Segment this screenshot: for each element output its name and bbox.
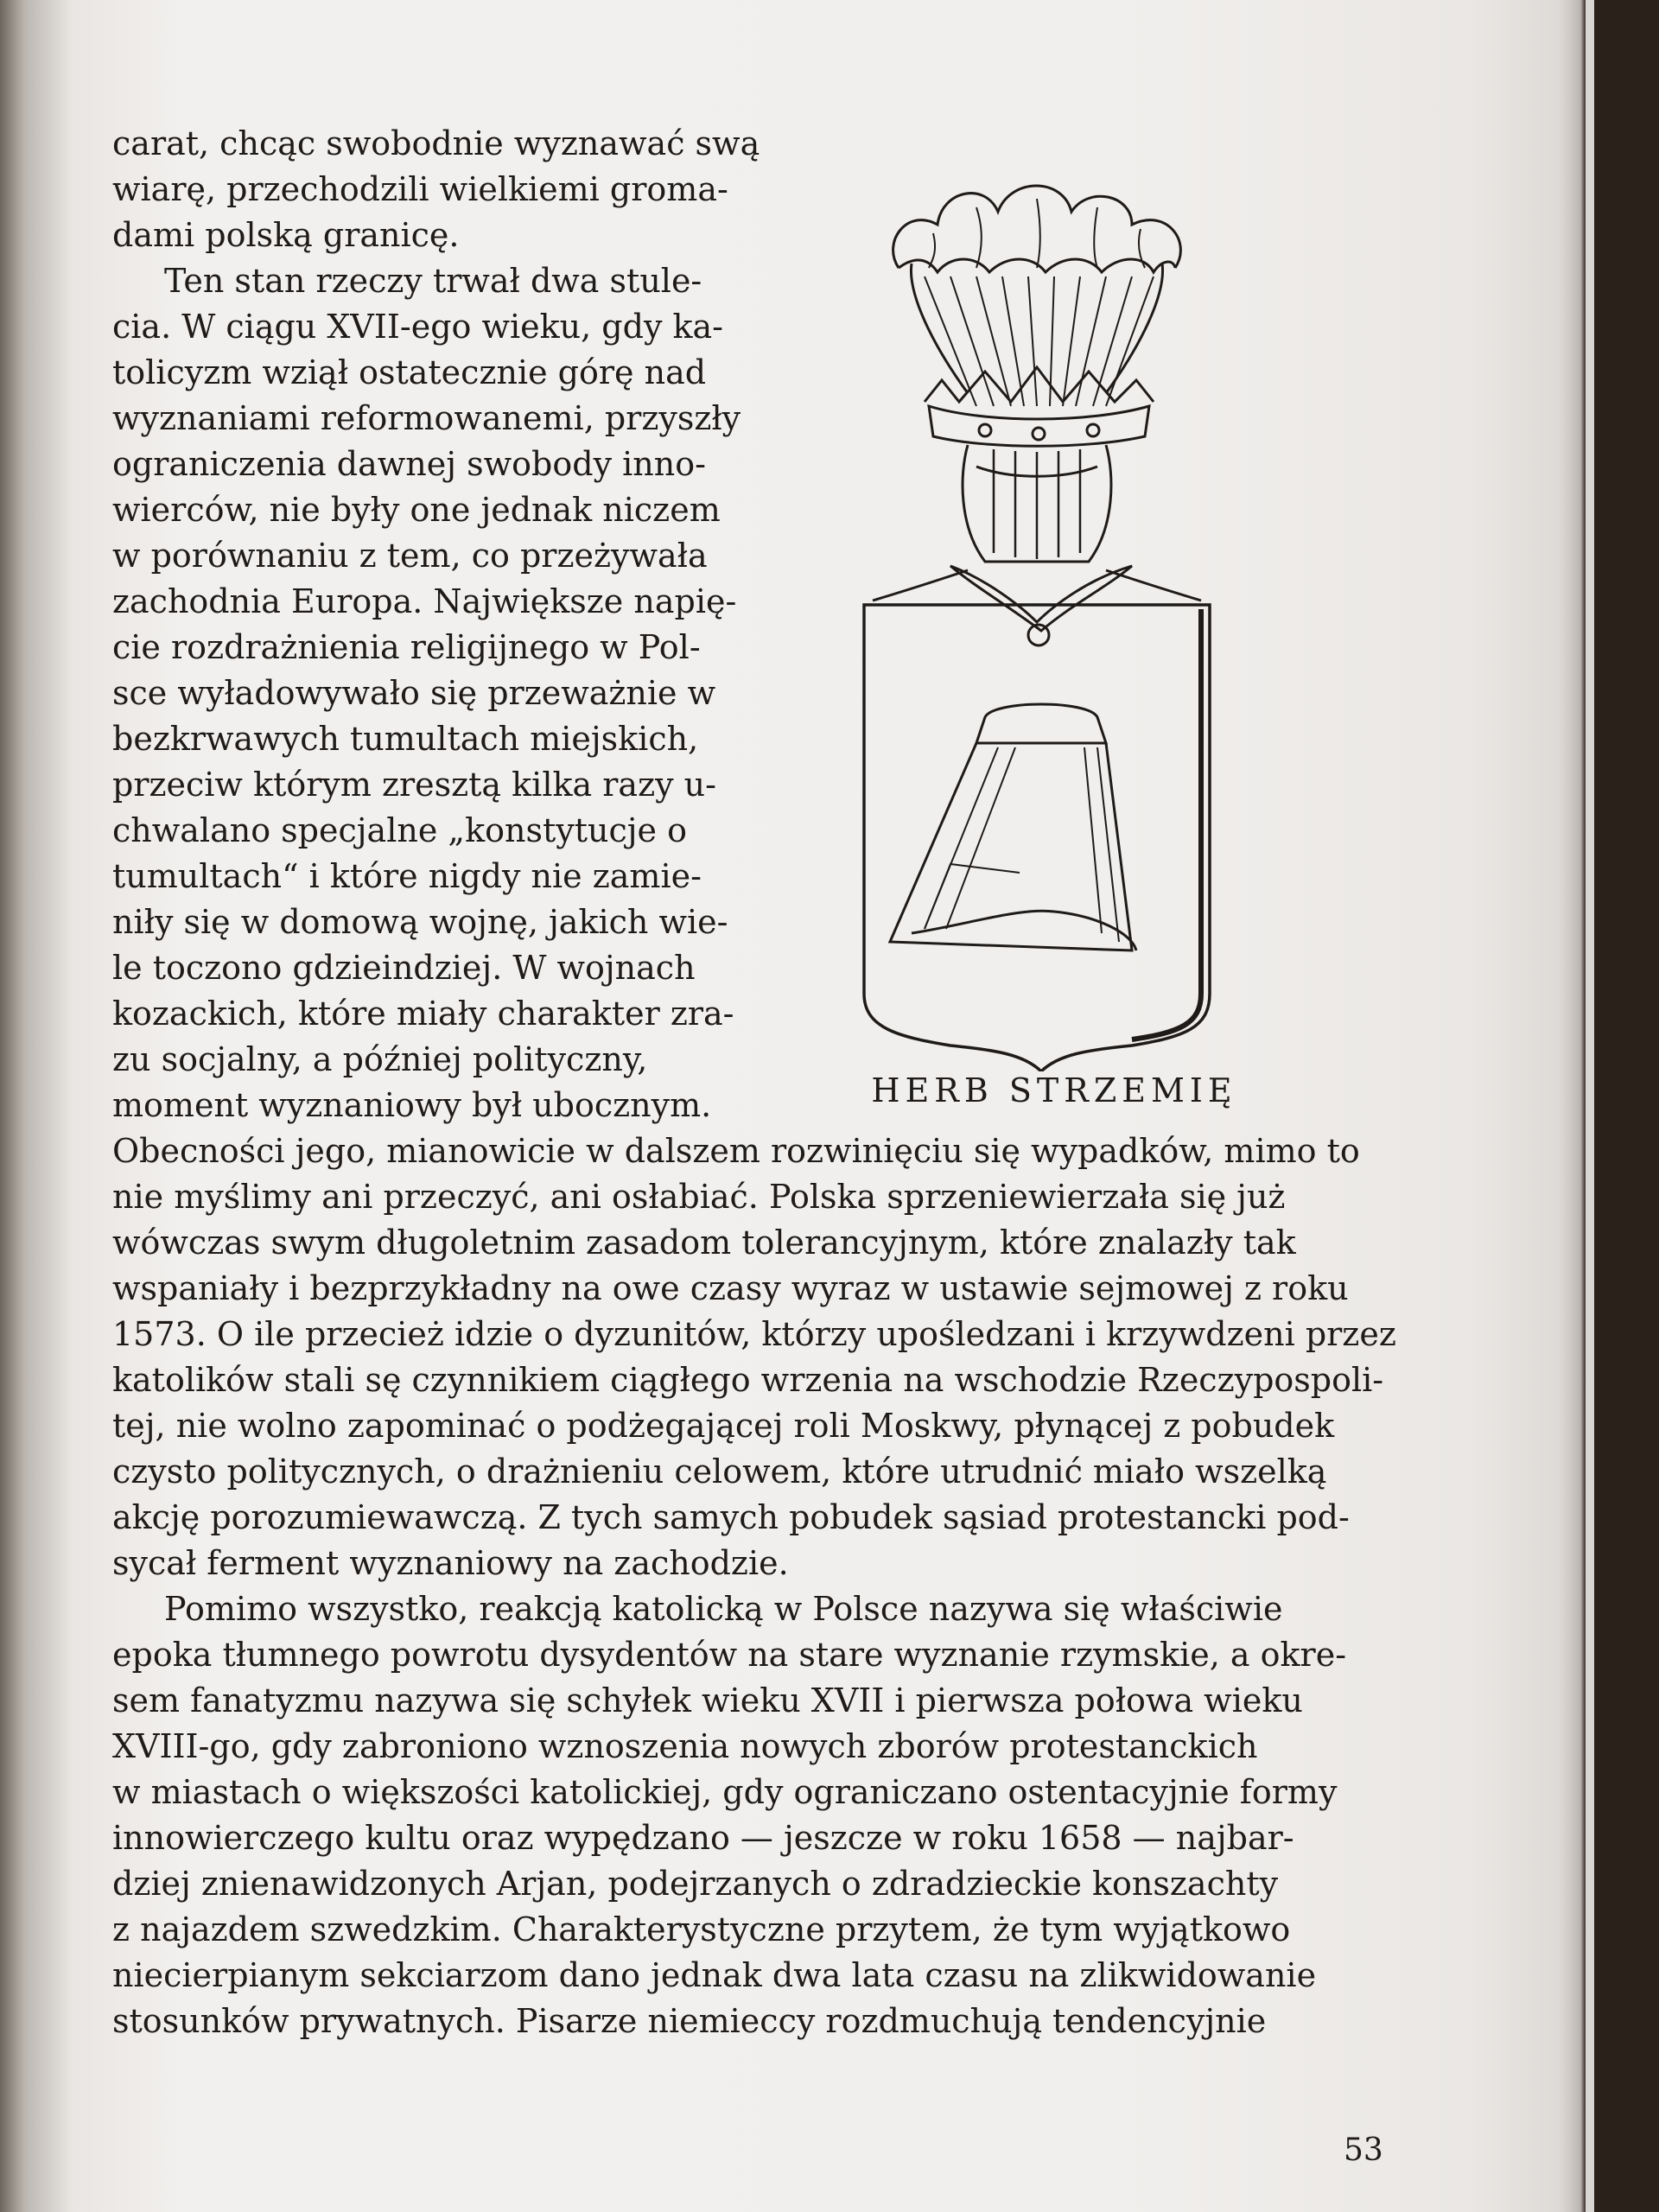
text-line: niecierpianym sekciarzom dano jednak dwa lata czasu na zlikwidowanie: [112, 1956, 1317, 1994]
text-line: XVIII-go, gdy zabroniono wznoszenia nowych zborów protestanckich: [112, 1727, 1258, 1765]
text-line: dziej znienawidzonych Arjan, podejrzanych o zdradzieckie konszachty: [112, 1865, 1279, 1903]
text-line: wierców, nie były one jednak niczem: [112, 491, 721, 529]
coat-of-arms-strzemie-icon: [847, 173, 1253, 1071]
text-line: nie myślimy ani przeczyć, ani osłabiać. Polska sprzeniewierzała się już: [112, 1178, 1286, 1216]
text-line: sem fanatyzmu nazywa się schyłek wieku XVII i pierwsza połowa wieku: [112, 1681, 1303, 1719]
text-line: katolików stali sę czynnikiem ciągłego wrzenia na wschodzie Rzeczypospoli-: [112, 1361, 1384, 1399]
text-line: carat, chcąc swobodnie wyznawać swą: [112, 124, 760, 162]
text-line: w porównaniu z tem, co przeżywała: [112, 537, 708, 575]
text-line: sycał ferment wyznaniowy na zachodzie.: [112, 1544, 789, 1582]
text-line: Pomimo wszystko, reakcją katolicką w Polsce nazywa się właściwie: [164, 1590, 1283, 1628]
text-line: tolicyzm wziął ostatecznie górę nad: [112, 353, 707, 391]
text-line: bezkrwawych tumultach miejskich,: [112, 720, 699, 758]
figure-caption: HERB STRZEMIĘ: [871, 1071, 1237, 1109]
text-line: innowierczego kultu oraz wypędzano — jeszcze w roku 1658 — najbar-: [112, 1819, 1294, 1857]
text-line: tej, nie wolno zapominać o podżegającej roli Moskwy, płynącej z pobudek: [112, 1407, 1335, 1445]
text-line: zu socjalny, a później polityczny,: [112, 1040, 648, 1078]
page-edge: [1560, 0, 1586, 2212]
text-line: cie rozdrażnienia religijnego w Pol-: [112, 628, 701, 666]
left-column-text: [112, 121, 760, 1128]
text-line: w miastach o większości katolickiej, gdy ograniczano ostentacyjnie formy: [112, 1773, 1338, 1811]
text-line: tumultach“ i które nigdy nie zamie-: [112, 857, 702, 895]
text-line: moment wyznaniowy był ubocznym.: [112, 1086, 712, 1124]
text-line: dami polską granicę.: [112, 216, 460, 254]
text-line: z najazdem szwedzkim. Charakterystyczne przytem, że tym wyjątkowo: [112, 1910, 1291, 1948]
text-line: wspaniały i bezprzykładny na owe czasy wyraz w ustawie sejmowej z roku: [112, 1269, 1349, 1307]
page-number: 53: [1344, 2133, 1383, 2168]
text-line: kozackich, które miały charakter zra-: [112, 995, 734, 1033]
text-line: stosunków prywatnych. Pisarze niemieccy rozdmuchują tendencyjnie: [112, 2002, 1267, 2040]
text-line: Ten stan rzeczy trwał dwa stule-: [164, 262, 702, 300]
text-line: cia. W ciągu XVII-ego wieku, gdy ka-: [112, 308, 724, 346]
text-line: wyznaniami reformowanemi, przyszły: [112, 399, 741, 437]
text-line: le toczono gdzieindziej. W wojnach: [112, 949, 696, 987]
text-line: Obecności jego, mianowicie w dalszem rozwinięciu się wypadków, mimo to: [112, 1132, 1360, 1170]
text-line: zachodnia Europa. Największe napię-: [112, 582, 737, 620]
text-line: niły się w domową wojnę, jakich wie-: [112, 903, 728, 941]
text-line: epoka tłumnego powrotu dysydentów na stare wyznanie rzymskie, a okre-: [112, 1636, 1347, 1674]
text-line: ograniczenia dawnej swobody inno-: [112, 445, 706, 483]
text-line: przeciw którym zresztą kilka razy u-: [112, 766, 716, 804]
text-line: sce wyładowywało się przeważnie w: [112, 674, 716, 712]
text-line: wiarę, przechodzili wielkiemi groma-: [112, 170, 728, 208]
text-line: wówczas swym długoletnim zasadom tolerancyjnym, które znalazły tak: [112, 1224, 1296, 1262]
text-line: akcję porozumiewawczą. Z tych samych pobudek sąsiad protestancki pod-: [112, 1498, 1350, 1536]
text-line: czysto politycznych, o drażnieniu celowem, które utrudnić miało wszelką: [112, 1452, 1327, 1491]
text-line: chwalano specjalne „konstytucje o: [112, 811, 687, 849]
text-line: 1573. O ile przecież idzie o dyzunitów, którzy upośledzani i krzywdzeni przez: [112, 1315, 1396, 1353]
full-width-text: [112, 1128, 1396, 2044]
